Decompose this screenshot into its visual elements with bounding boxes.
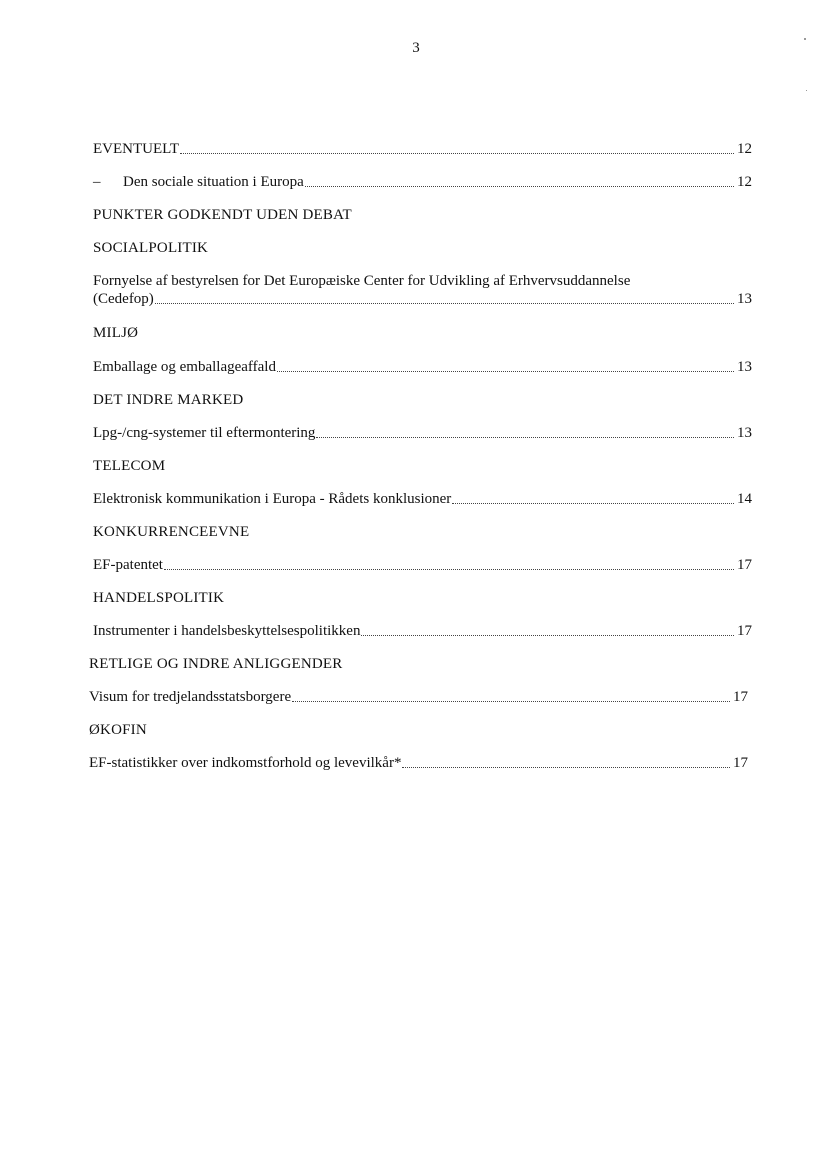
- dot-leader: [155, 302, 734, 304]
- toc-heading-konkurrenceevne: KONKURRENCEEVNE: [93, 524, 250, 540]
- toc-page-number: 13: [737, 291, 752, 307]
- toc-entry-eventuelt[interactable]: [93, 140, 752, 158]
- toc-entry-label: EVENTUELT: [93, 141, 180, 157]
- toc-page-number: 17: [737, 557, 752, 573]
- scan-speck: [806, 90, 807, 91]
- dot-leader: [292, 700, 730, 702]
- list-dash: –: [93, 174, 101, 190]
- page-number: 3: [412, 40, 420, 56]
- toc-entry-label: Den sociale situation i Europa: [123, 174, 304, 190]
- toc-page-number: 17: [733, 689, 748, 705]
- toc-entry-label: Visum for tredjelandsstatsborgere: [89, 689, 292, 705]
- toc-entry-label: Elektronisk kommunikation i Europa - Rådets konklusioner: [93, 491, 452, 507]
- toc-entry-emballage[interactable]: [93, 358, 752, 376]
- dot-leader: [361, 634, 734, 636]
- toc-page-number: 14: [737, 491, 752, 507]
- dot-leader: [277, 370, 734, 372]
- toc-heading-okofin: ØKOFIN: [89, 722, 147, 738]
- toc-heading-handelspolitik: HANDELSPOLITIK: [93, 590, 225, 606]
- toc-entry-cedefop[interactable]: [93, 272, 752, 308]
- toc-entry-label: Instrumenter i handelsbeskyttelsespolitikken: [93, 623, 361, 639]
- toc-entry-label: EF-patentet: [93, 557, 163, 573]
- toc-page-number: 13: [737, 425, 752, 441]
- toc-page-number: 12: [737, 141, 752, 157]
- toc-entry-instrumenter[interactable]: [93, 622, 752, 640]
- toc-entry-ef-patentet[interactable]: [93, 556, 752, 574]
- toc-entry-elektronisk-kommunikation[interactable]: [93, 490, 752, 508]
- toc-page-number: 17: [733, 755, 748, 771]
- toc-heading-telecom: TELECOM: [93, 458, 166, 474]
- toc-entry-ef-statistikker[interactable]: [89, 754, 748, 772]
- dot-leader: [452, 502, 734, 504]
- dot-leader: [164, 568, 734, 570]
- toc-entry-label: EF-statistikker over indkomstforhold og levevilkår*: [89, 755, 402, 771]
- toc-entry-lpg-cng[interactable]: [93, 424, 752, 442]
- toc-heading-det-indre-marked: DET INDRE MARKED: [93, 392, 244, 408]
- dot-leader: [180, 152, 734, 154]
- dot-leader: [305, 185, 734, 187]
- toc-entry-line2: [93, 290, 752, 308]
- toc-entry-label-line1: Fornyelse af bestyrelsen for Det Europæiske Center for Udvikling af Erhvervsuddannelse: [93, 273, 631, 289]
- toc-page-number: 12: [737, 174, 752, 190]
- toc-heading-socialpolitik: SOCIALPOLITIK: [93, 240, 209, 256]
- toc-entry-label-line2: (Cedefop): [93, 291, 154, 307]
- toc-subentry-den-sociale-situation[interactable]: [93, 173, 752, 191]
- toc-page-number: 13: [737, 359, 752, 375]
- dot-leader: [316, 436, 734, 438]
- toc-entry-visum[interactable]: [89, 688, 748, 706]
- toc-page-number: 17: [737, 623, 752, 639]
- toc-entry-label: Lpg-/cng-systemer til eftermontering: [93, 425, 316, 441]
- toc-heading-punkter-godkendt: PUNKTER GODKENDT UDEN DEBAT: [93, 207, 352, 223]
- toc-heading-retlige: RETLIGE OG INDRE ANLIGGENDER: [89, 656, 343, 672]
- scan-speck: [804, 38, 806, 40]
- toc-heading-miljo: MILJØ: [93, 325, 139, 341]
- toc-entry-label: Emballage og emballageaffald: [93, 359, 276, 375]
- dot-leader: [402, 766, 730, 768]
